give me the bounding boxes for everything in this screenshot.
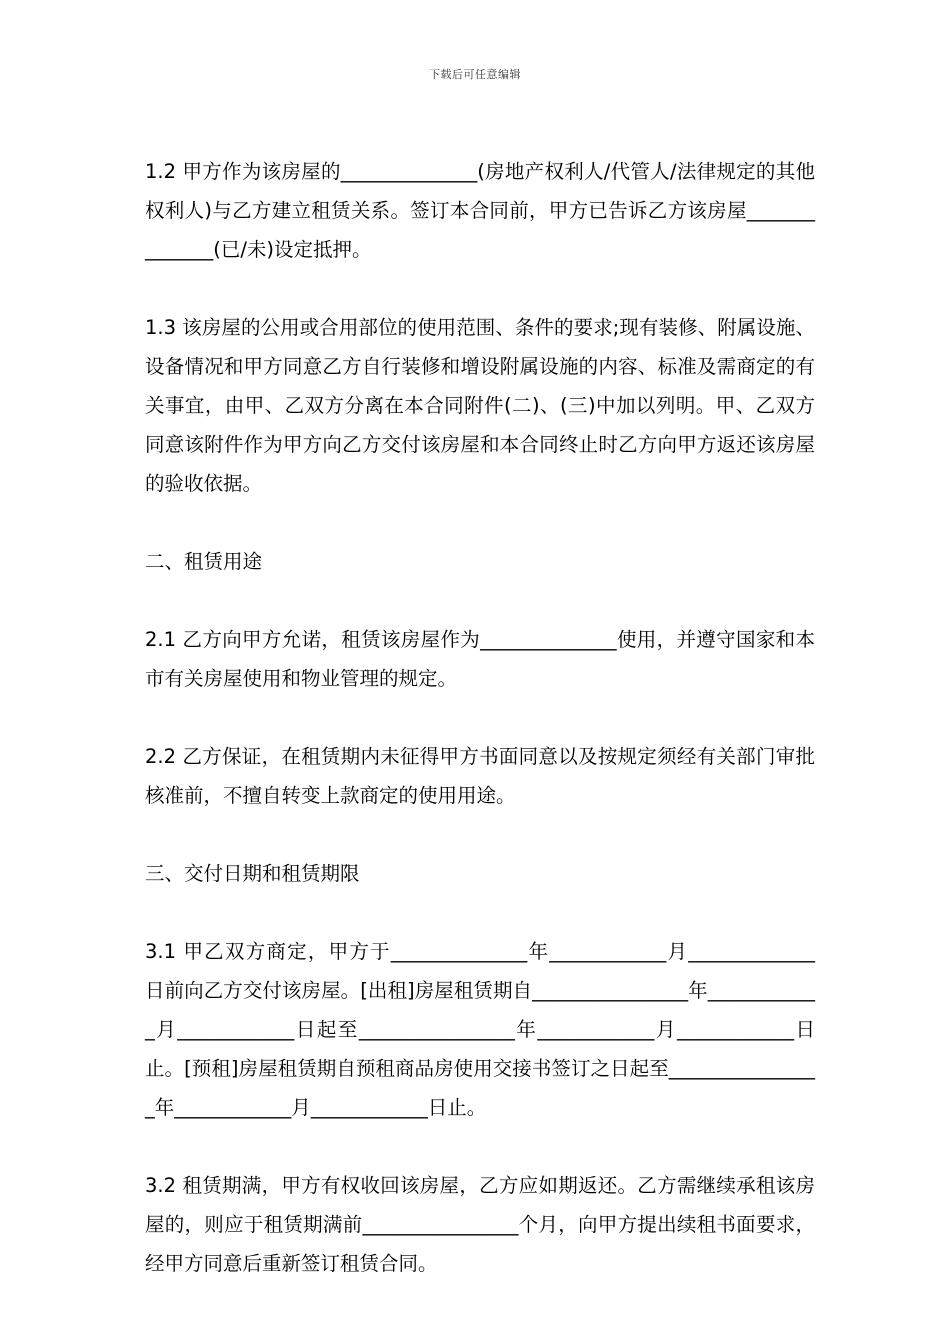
clause-3-2: 3.2 租赁期满，甲方有权收回该房屋，乙方应如期返还。乙方需继续承租该房屋的，则应于租赁期满前________________个月，向甲方提出续租书面要求，经甲方同意后重新签订租赁合同。 (145, 1174, 815, 1275)
header-note: 下载后可任意编辑 (429, 68, 521, 81)
clause-2-1: 2.1 乙方向甲方允诺，租赁该房屋作为______________使用，并遵守国家和本市有关房屋使用和物业管理的规定。 (145, 628, 815, 690)
clause-3-1: 3.1 甲乙双方商定，甲方于______________年____________月_____________日前向乙方交付该房屋。[出租]房屋租赁期自________________年____________月____________日起至________________年____________月____________日止。[预租]房屋租赁期自预租商品房使用交接书签订之日起至________________年____________月____________日止。 (145, 940, 815, 1119)
clause-1-3: 1.3 该房屋的公用或合用部位的使用范围、条件的要求;现有装修、附属设施、设备情况和甲方同意乙方自行装修和增设附属设施的内容、标准及需商定的有关事宜，由甲、乙双方分离在本合同附件(二)、(三)中加以列明。甲、乙双方同意该附件作为甲方向乙方交付该房屋和本合同终止时乙方向甲方返还该房屋的验收依据。 (145, 316, 815, 495)
document-body (145, 152, 815, 1322)
section-heading-3: 三、交付日期和租赁期限 (145, 862, 360, 885)
clause-2-2: 2.2 乙方保证，在租赁期内未征得甲方书面同意以及按规定须经有关部门审批核准前，不擅自转变上款商定的使用用途。 (145, 745, 815, 807)
clause-1-2: 1.2 甲方作为该房屋的______________(房地产权利人/代管人/法律规定的其他权利人)与乙方建立租赁关系。签订本合同前，甲方已告诉乙方该房屋______________(已/未)设定抵押。 (145, 160, 815, 261)
section-heading-2: 二、租赁用途 (145, 550, 263, 573)
